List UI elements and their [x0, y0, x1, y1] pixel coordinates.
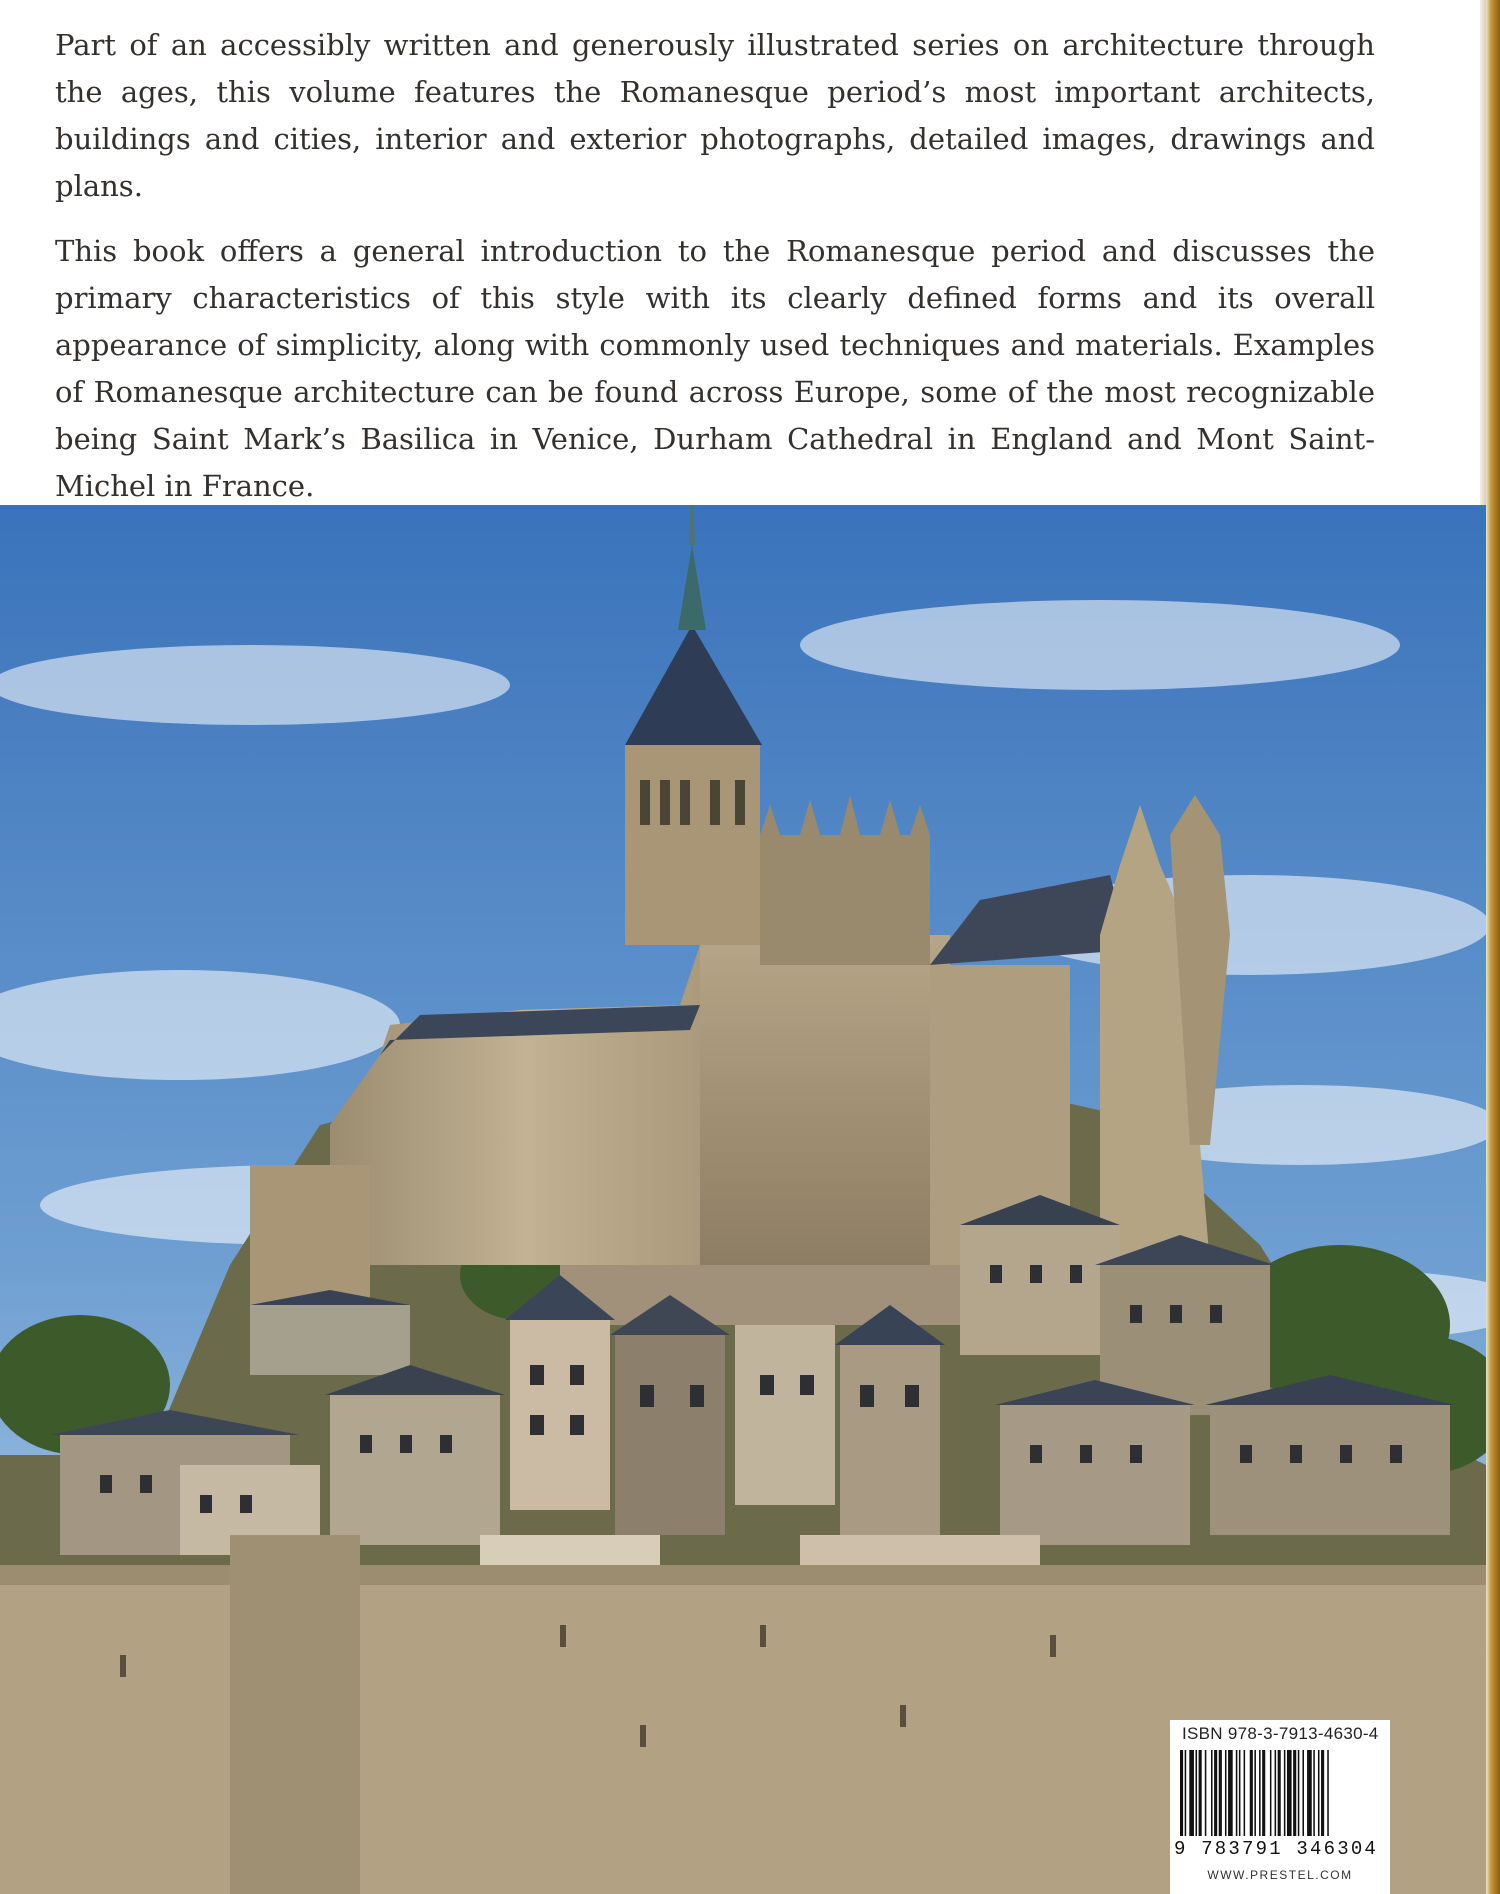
- abbey-church-nave: [700, 935, 950, 1265]
- barcode-bar: [1244, 1750, 1246, 1836]
- barcode-bar: [1327, 1750, 1329, 1836]
- barcode-bar: [1318, 1750, 1320, 1836]
- barcode-bar: [1275, 1750, 1277, 1836]
- publisher-url: WWW.PRESTEL.COM: [1207, 1868, 1353, 1882]
- barcode-bar: [1185, 1750, 1187, 1836]
- barcode-box: [1170, 1720, 1390, 1894]
- blurb-paragraph-2: This book offers a general introduction to the Romanesque period and discusses the primary characteristics of this style with its clearly defined forms and its overall appearance of simplicity, along with commonly used techniques and materials. Examples of Romanesque architecture can be found across Europe, some of the most recognizable being Saint Mark’s Basilica in Venice, Durham Cathedral in England and Mont Saint-Michel in France.: [55, 234, 1375, 503]
- barcode-bar: [1189, 1750, 1194, 1836]
- barcode-bar: [1298, 1750, 1300, 1836]
- barcode-bar: [1219, 1750, 1222, 1836]
- barcode-bar: [1259, 1750, 1261, 1836]
- barcode-bar: [1205, 1750, 1207, 1836]
- barcode-bar: [1321, 1750, 1324, 1836]
- barcode-bar: [1313, 1750, 1315, 1836]
- barcode-bar: [1302, 1750, 1304, 1836]
- barcode-bar: [1211, 1750, 1213, 1836]
- barcode-bar: [1236, 1750, 1238, 1836]
- barcode-icon: [1178, 1750, 1386, 1836]
- bell-tower: [625, 745, 760, 945]
- barcode-digits: 9 783791 346304: [1174, 1838, 1379, 1860]
- barcode-bar: [1278, 1750, 1281, 1836]
- isbn-label: ISBN 978-3-7913-4630-4: [1182, 1724, 1379, 1743]
- barcode-bar: [1254, 1750, 1256, 1836]
- barcode-bar: [1293, 1750, 1296, 1836]
- barcode-bar: [1284, 1750, 1286, 1836]
- barcode-bar: [1262, 1750, 1265, 1836]
- mont-saint-michel-photo: [0, 505, 1486, 1894]
- barcode-bar: [1307, 1750, 1312, 1836]
- barcode-bar: [1250, 1750, 1253, 1836]
- barcode-bar: [1228, 1750, 1233, 1836]
- spine-edge: [1486, 0, 1500, 1894]
- barcode-bar: [1196, 1750, 1198, 1836]
- barcode-bar: [1199, 1750, 1202, 1836]
- barcode-bar: [1270, 1750, 1272, 1836]
- blurb-paragraph-1: Part of an accessibly written and generously illustrated series on architecture through the ages, this volume features the Romanesque period’s most important architects, buildings and cities, interior and exterior photographs, detailed images, drawings and plans.: [55, 28, 1375, 203]
- barcode-bar: [1180, 1750, 1183, 1836]
- barcode-bar: [1225, 1750, 1227, 1836]
- barcode-bar: [1214, 1750, 1217, 1836]
- barcode-bar: [1287, 1750, 1292, 1836]
- blurb-text: [55, 22, 1375, 528]
- barcode-bar: [1239, 1750, 1241, 1836]
